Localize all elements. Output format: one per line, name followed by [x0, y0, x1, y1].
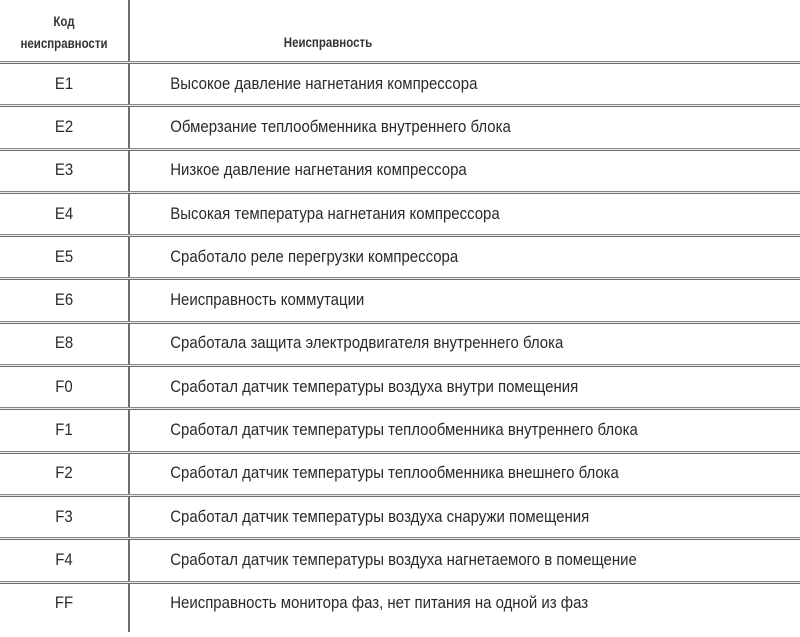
- error-code: F0: [55, 376, 73, 396]
- error-description: Сработала защита электродвигателя внутреннего блока: [170, 333, 564, 353]
- error-code: E3: [54, 160, 74, 180]
- header-code-line2: неисправности: [20, 35, 108, 51]
- error-description: Неисправность коммутации: [170, 290, 365, 310]
- error-code: E4: [54, 203, 74, 223]
- error-code: FF: [54, 593, 74, 613]
- error-code: F2: [55, 463, 73, 483]
- error-description: Неисправность монитора фаз, нет питания на одной из фаз: [170, 593, 589, 613]
- error-description: Высокая температура нагнетания компрессора: [170, 203, 500, 223]
- error-code: E8: [54, 333, 74, 353]
- table-row: [0, 149, 800, 192]
- table-row: [0, 62, 800, 105]
- error-code: F3: [55, 506, 73, 526]
- header-code-line1: Код: [53, 13, 75, 29]
- error-code: E6: [54, 290, 74, 310]
- table-row: [0, 278, 800, 321]
- table-row: [0, 192, 800, 235]
- error-description: Сработало реле перегрузки компрессора: [170, 246, 459, 266]
- table-row: [0, 105, 800, 148]
- table-row: [0, 322, 800, 365]
- error-code: E1: [54, 73, 74, 93]
- error-code: F1: [55, 420, 73, 440]
- error-description: Сработал датчик температуры теплообменника внутреннего блока: [170, 420, 638, 440]
- table-row: [0, 538, 800, 581]
- table-header-row: [0, 0, 800, 62]
- error-description: Сработал датчик температуры воздуха нагнетаемого в помещение: [170, 549, 637, 569]
- table-row: [0, 365, 800, 408]
- error-description: Сработал датчик температуры воздуха внутри помещения: [170, 376, 579, 396]
- error-code: E2: [54, 116, 74, 136]
- error-code: E5: [54, 246, 74, 266]
- table-row: [0, 408, 800, 451]
- error-description: Высокое давление нагнетания компрессора: [170, 73, 478, 93]
- error-code: F4: [55, 549, 73, 569]
- table-row: [0, 582, 800, 625]
- header-code: [12, 10, 117, 54]
- table-row: [0, 495, 800, 538]
- error-description: Сработал датчик температуры воздуха снаружи помещения: [170, 506, 590, 526]
- error-description: Обмерзание теплообменника внутреннего блока: [170, 116, 511, 136]
- table-row: [0, 452, 800, 495]
- table-row: [0, 235, 800, 278]
- error-description: Низкое давление нагнетания компрессора: [170, 160, 467, 180]
- error-description: Сработал датчик температуры теплообменника внешнего блока: [170, 463, 619, 483]
- header-description: Неисправность: [283, 34, 373, 50]
